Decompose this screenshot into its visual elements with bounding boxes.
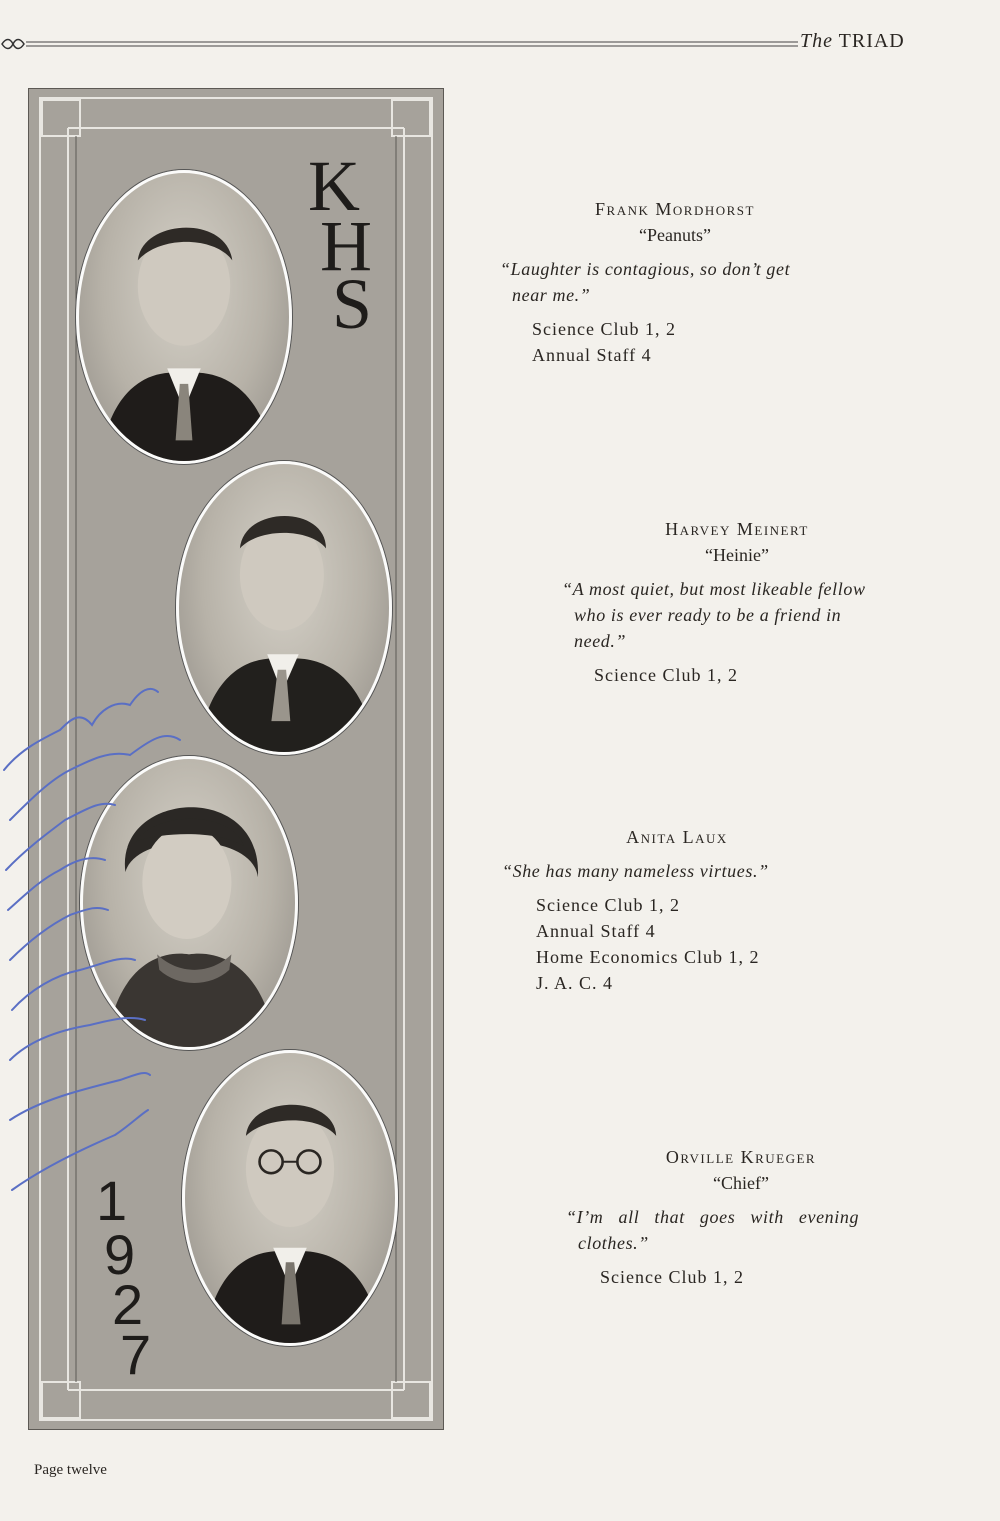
running-header	[800, 30, 905, 53]
activity-item: J. A. C. 4	[536, 973, 614, 993]
year-digit-2: 9	[104, 1223, 136, 1286]
student-name: Frank Mordhorst	[595, 199, 755, 219]
student-quote	[562, 576, 932, 654]
portrait-orville-krueger	[182, 1050, 398, 1346]
student-entry-orville	[566, 1144, 936, 1290]
page-number: Page twelve	[34, 1462, 107, 1478]
student-entry-harvey	[562, 516, 932, 688]
activity-item: Science Club 1, 2	[532, 319, 676, 339]
monogram-s: S	[332, 264, 373, 338]
student-entry-frank	[500, 196, 870, 368]
quote-line: “She has many nameless virtues.”	[502, 861, 769, 881]
quote-line: “Laughter is contagious, so don’t get	[500, 259, 791, 279]
quote-line: clothes.”	[578, 1233, 649, 1253]
quote-line: near me.”	[512, 285, 591, 305]
student-name: Anita Laux	[626, 827, 728, 847]
student-activities	[500, 316, 870, 368]
quote-line: need.”	[574, 631, 627, 651]
quote-line: “I’m all that goes with evening	[566, 1207, 860, 1227]
header-title-main: TRIAD	[838, 30, 905, 52]
handwritten-inscription	[0, 670, 200, 1210]
year-digit-1: 1	[96, 1178, 128, 1232]
student-activities	[502, 892, 872, 996]
khs-monogram	[300, 148, 390, 338]
student-activities	[566, 1264, 936, 1290]
header-title-italic: The	[800, 30, 833, 52]
student-name: Harvey Meinert	[665, 519, 809, 539]
activity-item: Science Club 1, 2	[594, 665, 738, 685]
student-quote	[566, 1204, 936, 1256]
monogram-k: K	[308, 148, 360, 226]
student-nickname: “Peanuts”	[639, 225, 711, 245]
student-nickname: “Chief”	[713, 1173, 769, 1193]
student-quote	[502, 858, 872, 884]
activity-item: Home Economics Club 1, 2	[536, 947, 760, 967]
student-entry-anita	[502, 824, 872, 996]
activity-item: Science Club 1, 2	[600, 1267, 744, 1287]
portrait-frank-mordhorst	[76, 170, 292, 464]
quote-line: “A most quiet, but most likeable fellow	[562, 579, 866, 599]
year-digit-3: 2	[112, 1273, 144, 1336]
portrait-harvey-meinert	[176, 461, 392, 755]
activity-item: Annual Staff 4	[536, 921, 656, 941]
year-digit-4: 7	[120, 1323, 152, 1378]
monogram-h: H	[320, 206, 372, 286]
activity-item: Science Club 1, 2	[536, 895, 680, 915]
student-nickname: “Heinie”	[705, 545, 769, 565]
header-rule	[0, 38, 800, 50]
quote-line: who is ever ready to be a friend in	[574, 605, 842, 625]
student-quote	[500, 256, 870, 308]
student-name: Orville Krueger	[665, 1147, 817, 1167]
activity-item: Annual Staff 4	[532, 345, 652, 365]
student-activities	[562, 662, 932, 688]
